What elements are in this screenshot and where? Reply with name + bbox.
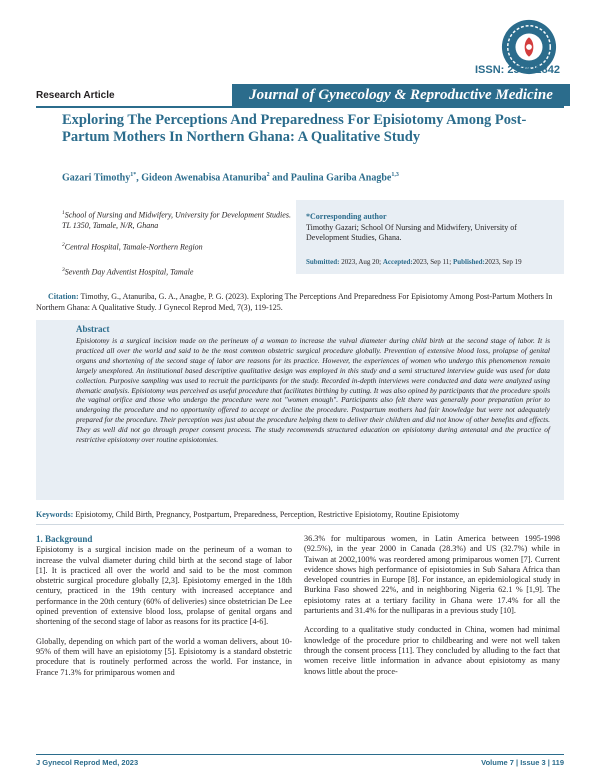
body-paragraph: Episiotomy is a surgical incision made on the perineum of a woman to increase the vulval diameter during child birth at the second stage of labor [1]. It is practiced all over the world and said to be the most common obstetric surgical procedure globally [2,3]. Episiotomy emerged in the 18th century, practiced in the 19th century with increased acceptance and performance in the 20th century (60% of deliveries) since obstetrician De Lee opined prevention of extensive blood loss, prolapse of genital organs and shortening of the second stage of labor as reasons for its practice [4-6]. xyxy=(36,545,292,627)
affiliation-sup: 1 xyxy=(62,210,65,216)
author-list xyxy=(62,172,399,183)
author-name: Gazari Timothy xyxy=(62,172,131,184)
publication-dates xyxy=(306,258,522,266)
affiliation-sup: 3 xyxy=(62,267,65,273)
corresponding-heading: *Corresponding author xyxy=(306,212,387,221)
affiliation-text: Seventh Day Adventist Hospital, Tamale xyxy=(64,267,194,277)
submitted-label: Submitted: xyxy=(306,258,340,266)
article-title: Exploring The Perceptions And Preparedness For Episiotomy Among Post-Partum Mothers In Northern Ghana: A Qualitative Study xyxy=(62,112,527,145)
citation-label: Citation: xyxy=(48,292,79,301)
affiliation-sup: 2 xyxy=(62,242,65,248)
accepted-label: Accepted: xyxy=(382,258,413,266)
keywords-label: Keywords: xyxy=(36,510,74,519)
footer-journal: J Gynecol Reprod Med, 2023 xyxy=(36,758,139,767)
author-separator: , xyxy=(136,172,142,184)
author-sup: 2 xyxy=(266,172,270,178)
author-separator: and xyxy=(269,172,291,184)
abstract-heading: Abstract xyxy=(76,324,110,334)
header-rule xyxy=(36,106,564,108)
journal-name: Journal of Gynecology & Reproductive Medicine xyxy=(232,84,570,106)
keywords-divider xyxy=(36,524,564,525)
affiliation xyxy=(62,208,292,232)
footer-rule xyxy=(36,754,564,755)
body-column-right xyxy=(304,534,560,686)
issn: ISSN: 2576-2842 xyxy=(475,64,560,76)
keywords-text: Episiotomy, Child Birth, Pregnancy, Postpartum, Preparedness, Perception, Restrictive Episiotomy, Routine Episiotomy xyxy=(73,510,460,519)
affiliation xyxy=(62,265,292,278)
accepted-date: 2023, Sep 11; xyxy=(412,258,453,266)
affiliation-text: Central Hospital, Tamale-Northern Region xyxy=(64,242,203,252)
affiliation xyxy=(62,240,292,253)
body-paragraph: 36.3% for multiparous women, in Latin America between 1995-1998 (92.5%), in the year 2000 in Canada (28.3%) and US (32.7%) while in Taiwan at 2002,100% was reordered among primiparous women [7]. Current evidence shows high performance of episiotomies in Sub Sahara Africa than developed countries in Europe [8]. For instance, an epidemiological study in Burkina Faso showed 22%, and in neighboring Nigeria 62.1 % [1,9]. The episiotomy rates at a tertiary facility in Ghana were 17.4% for all the parturients and 31.4% for the nulliparas in a previous study [10]. xyxy=(304,534,560,616)
submitted-date: 2023, Aug 20; xyxy=(339,258,383,266)
corresponding-text: Timothy Gazari; School Of Nursing and Midwifery, University of Development Studies, Ghana. xyxy=(306,223,517,242)
body-column-left xyxy=(36,534,292,687)
abstract-text: Episiotomy is a surgical incision made on the perineum of a woman to increase the vulval diameter during child birth at the second stage of labor. It is practiced all over the world and said to be the most common obstetric surgical procedure globally. Prevention of extensive blood loss, prolapse of genital organs and shortening of the second stage of labor are reasons for its practice. However, the experiences of women who undergo this phenomenon remain largely unexplored. An institutional based descriptive qualitative design was employed in this study and a semi structured interview guide was used for data collection. Purposive sampling was used to recruit the participants for the study. Recorded in-depth interviews were conducted and data were analyzed using thematic analysis. Episiotomy was perceived as useful procedure that facilitates birthing by cutting. It was also opined by participants that the procedure spoils the vaginal orifice and those who undergo the procedure were not "women enough". Participants also felt there was generally poor preparation prior to undergoing the procedure and no opportunity offered to accept or decline the procedure. Postpartum mothers had fair knowledge but were not adequately prepared for the procedure. Their perception was just about the procedure helping them to deliver their children and did not know of other benefits and effects. They as well did not go through proper consent process. The study recommends structured education on episiotomy during antenatal and the practice of restrictive episiotomy over routine episiotomies. xyxy=(76,336,550,445)
article-type: Research Article xyxy=(36,90,115,101)
author-sup: 1* xyxy=(130,172,137,178)
affiliation-text: School of Nursing and Midwifery, University for Development Studies. TL 1350, Tamale, N/R, Ghana xyxy=(62,210,291,231)
body-paragraph: Globally, depending on which part of the world a woman delivers, about 10-95% of them will have an episiotomy [5]. Episiotomy is a standard obstetric procedure that is routinely performed across the world. For instance, in France 71.3% for primiparous women and xyxy=(36,636,292,677)
journal-header xyxy=(36,84,564,106)
citation-text: Timothy, G., Atanuriba, G. A., Anagbe, P. G. (2023). Exploring The Perceptions And Preparedness For Episiotomy Among Post-Partum Mothers In Northern Ghana: A Qualitative Study. J Gynecol Reprod Med, 7(3), 119-125. xyxy=(36,292,553,312)
author-name: Gideon Awenabisa Atanuriba xyxy=(141,172,267,184)
citation xyxy=(36,292,564,313)
published-date: 2023, Sep 19 xyxy=(484,258,522,266)
keywords xyxy=(36,510,564,519)
author-name: Paulina Gariba Anagbe xyxy=(290,172,392,184)
author-sup: 1,3 xyxy=(391,172,399,178)
published-label: Published: xyxy=(452,258,485,266)
section-heading: 1. Background xyxy=(36,534,93,544)
footer-volume: Volume 7 | Issue 3 | 119 xyxy=(481,758,564,767)
body-paragraph: According to a qualitative study conducted in China, women had minimal knowledge of the procedure prior to childbearing and were not well taken through the consent process [11]. They concluded by alluding to the fact that women receive little information in advance about episiotomy as many knows little about the proce- xyxy=(304,625,560,676)
